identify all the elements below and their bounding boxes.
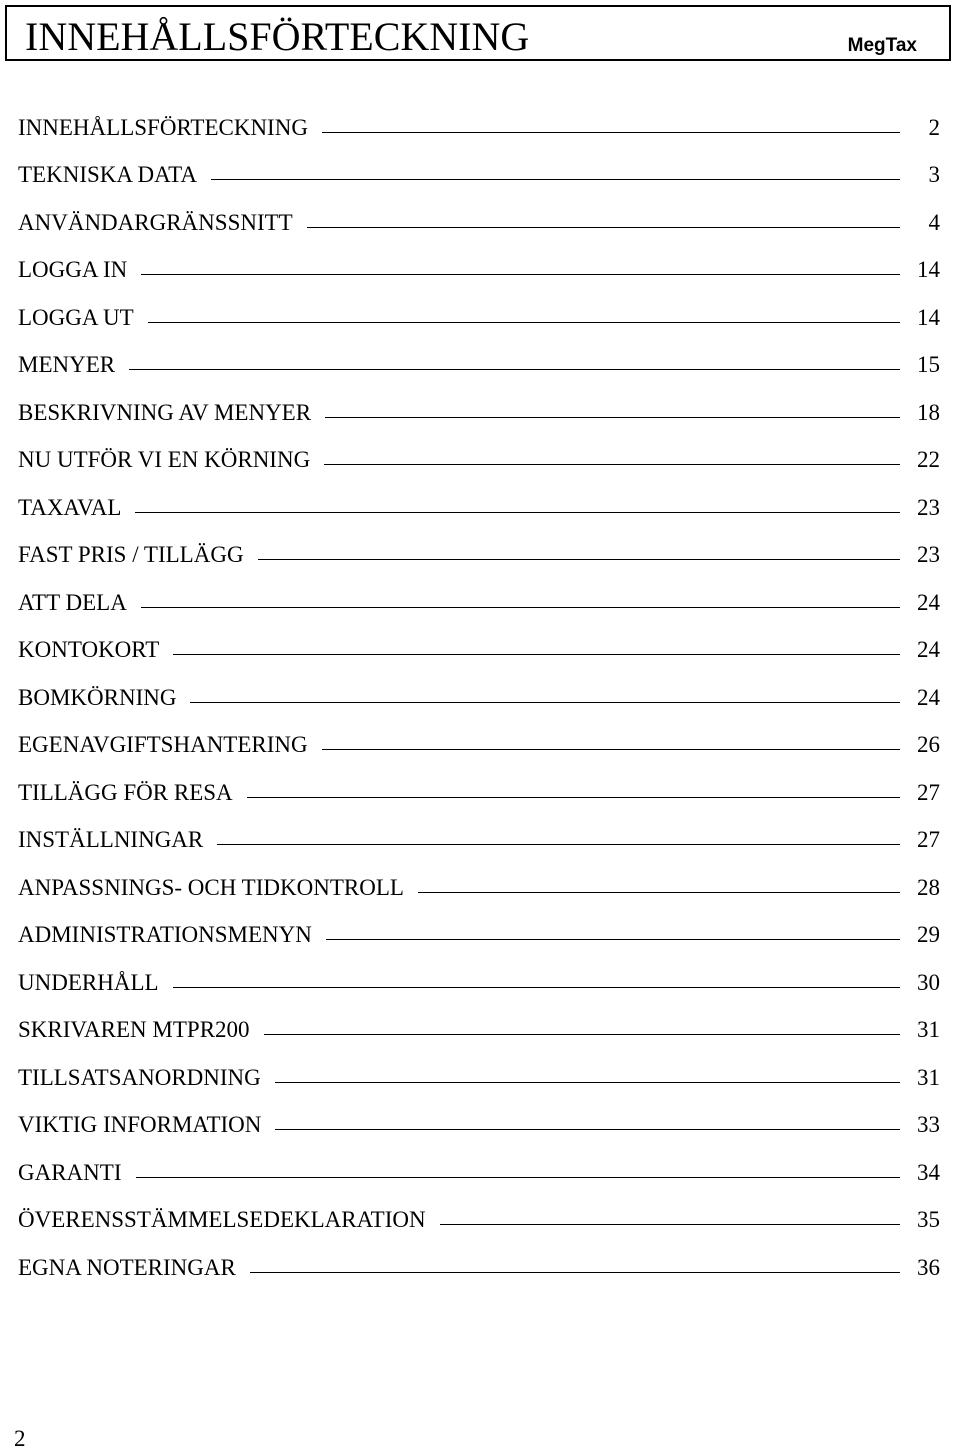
toc-entry[interactable] bbox=[18, 148, 940, 196]
toc-entry-label: INSTÄLLNINGAR bbox=[18, 827, 204, 852]
toc-entry-page: 24 bbox=[917, 684, 940, 710]
toc-entry-page: 28 bbox=[917, 874, 940, 900]
toc-entry[interactable] bbox=[18, 385, 940, 433]
toc-entry-page: 33 bbox=[917, 1112, 940, 1137]
toc-entry-page: 14 bbox=[917, 257, 940, 282]
toc-leader-line bbox=[135, 512, 900, 513]
toc-entry-label: LOGGA UT bbox=[18, 304, 134, 330]
toc-entry-page: 31 bbox=[917, 1064, 940, 1090]
toc-entry-page: 23 bbox=[917, 542, 940, 567]
toc-leader-line bbox=[141, 607, 900, 608]
table-of-contents bbox=[18, 100, 940, 1288]
toc-leader-line bbox=[322, 132, 900, 133]
toc-entry-page: 27 bbox=[917, 779, 940, 805]
toc-entry-label: INNEHÅLLSFÖRTECKNING bbox=[18, 114, 308, 140]
footer-page-number: 2 bbox=[14, 1426, 26, 1451]
toc-entry[interactable] bbox=[18, 575, 940, 623]
toc-entry-page: 14 bbox=[917, 304, 940, 330]
toc-entry[interactable] bbox=[18, 195, 940, 243]
toc-leader-line bbox=[326, 939, 900, 940]
toc-entry-label: UNDERHÅLL bbox=[18, 969, 159, 995]
toc-leader-line bbox=[322, 749, 900, 750]
toc-entry-label: ÖVERENSSTÄMMELSEDEKLARATION bbox=[18, 1207, 426, 1232]
toc-entry-label: ADMINISTRATIONSMENYN bbox=[18, 922, 312, 947]
toc-leader-line bbox=[190, 702, 900, 703]
toc-leader-line bbox=[307, 227, 900, 228]
toc-entry[interactable] bbox=[18, 860, 940, 908]
toc-leader-line bbox=[173, 654, 900, 655]
toc-entry[interactable] bbox=[18, 243, 940, 291]
header-box bbox=[5, 5, 951, 61]
toc-entry-page: 27 bbox=[917, 827, 940, 852]
toc-leader-line bbox=[325, 417, 900, 418]
toc-leader-line bbox=[247, 797, 900, 798]
toc-entry-label: ATT DELA bbox=[18, 589, 127, 615]
toc-leader-line bbox=[258, 559, 900, 560]
page-title: INNEHÅLLSFÖRTECKNING bbox=[25, 14, 530, 59]
toc-entry-label: EGNA NOTERINGAR bbox=[18, 1254, 236, 1280]
toc-entry[interactable] bbox=[18, 480, 940, 528]
toc-entry-label: ANPASSNINGS- OCH TIDKONTROLL bbox=[18, 874, 404, 900]
toc-entry[interactable] bbox=[18, 290, 940, 338]
toc-entry[interactable] bbox=[18, 955, 940, 1003]
toc-entry-label: SKRIVAREN MTPR200 bbox=[18, 1017, 250, 1042]
toc-entry[interactable] bbox=[18, 765, 940, 813]
toc-entry[interactable] bbox=[18, 1050, 940, 1098]
toc-leader-line bbox=[250, 1272, 900, 1273]
toc-entry-label: TAXAVAL bbox=[18, 494, 122, 520]
toc-entry[interactable] bbox=[18, 623, 940, 671]
toc-entry-page: 2 bbox=[928, 114, 940, 140]
toc-entry[interactable] bbox=[18, 1098, 940, 1146]
toc-entry-page: 36 bbox=[917, 1254, 940, 1280]
toc-leader-line bbox=[129, 369, 900, 370]
toc-entry[interactable] bbox=[18, 1240, 940, 1288]
toc-entry-page: 15 bbox=[917, 352, 940, 377]
toc-leader-line bbox=[324, 464, 900, 465]
toc-leader-line bbox=[173, 987, 900, 988]
toc-entry-label: BESKRIVNING AV MENYER bbox=[18, 399, 312, 425]
toc-leader-line bbox=[217, 844, 900, 845]
toc-entry-label: TILLÄGG FÖR RESA bbox=[18, 779, 233, 805]
toc-entry-page: 34 bbox=[917, 1159, 940, 1185]
toc-entry-label: BOMKÖRNING bbox=[18, 684, 177, 710]
toc-entry-label: TEKNISKA DATA bbox=[18, 162, 197, 187]
toc-entry-page: 35 bbox=[917, 1207, 940, 1232]
toc-entry[interactable] bbox=[18, 670, 940, 718]
toc-entry[interactable] bbox=[18, 100, 940, 148]
toc-entry[interactable] bbox=[18, 1145, 940, 1193]
toc-entry-page: 4 bbox=[928, 209, 940, 235]
toc-entry[interactable] bbox=[18, 338, 940, 386]
toc-entry[interactable] bbox=[18, 813, 940, 861]
toc-leader-line bbox=[148, 322, 900, 323]
toc-leader-line bbox=[136, 1177, 901, 1178]
toc-entry-label: ANVÄNDARGRÄNSSNITT bbox=[18, 209, 293, 235]
toc-entry[interactable] bbox=[18, 908, 940, 956]
toc-leader-line bbox=[440, 1224, 900, 1225]
toc-entry[interactable] bbox=[18, 528, 940, 576]
toc-entry-page: 31 bbox=[917, 1017, 940, 1042]
toc-entry-page: 18 bbox=[917, 399, 940, 425]
toc-entry-label: TILLSATSANORDNING bbox=[18, 1064, 261, 1090]
toc-leader-line bbox=[418, 892, 900, 893]
toc-entry-label: GARANTI bbox=[18, 1159, 122, 1185]
toc-entry-page: 29 bbox=[917, 922, 940, 947]
toc-entry-label: NU UTFÖR VI EN KÖRNING bbox=[18, 447, 311, 472]
toc-leader-line bbox=[264, 1034, 900, 1035]
toc-leader-line bbox=[275, 1082, 900, 1083]
toc-entry-label: EGENAVGIFTSHANTERING bbox=[18, 732, 308, 757]
toc-entry-label: VIKTIG INFORMATION bbox=[18, 1112, 262, 1137]
toc-entry[interactable] bbox=[18, 433, 940, 481]
toc-entry-label: KONTOKORT bbox=[18, 637, 160, 662]
brand-name: MegTax bbox=[847, 35, 917, 56]
toc-entry-page: 24 bbox=[917, 589, 940, 615]
toc-leader-line bbox=[211, 179, 900, 180]
toc-entry-label: FAST PRIS / TILLÄGG bbox=[18, 542, 244, 567]
toc-entry-page: 3 bbox=[928, 162, 940, 187]
toc-entry-page: 22 bbox=[917, 447, 940, 472]
toc-entry-label: MENYER bbox=[18, 352, 116, 377]
toc-entry-page: 24 bbox=[917, 637, 940, 662]
toc-entry[interactable] bbox=[18, 1193, 940, 1241]
toc-entry-page: 23 bbox=[917, 494, 940, 520]
toc-leader-line bbox=[275, 1129, 900, 1130]
toc-entry[interactable] bbox=[18, 1003, 940, 1051]
toc-entry-label: LOGGA IN bbox=[18, 257, 128, 282]
toc-entry[interactable] bbox=[18, 718, 940, 766]
toc-leader-line bbox=[141, 274, 900, 275]
toc-entry-page: 26 bbox=[917, 732, 940, 757]
toc-entry-page: 30 bbox=[917, 969, 940, 995]
